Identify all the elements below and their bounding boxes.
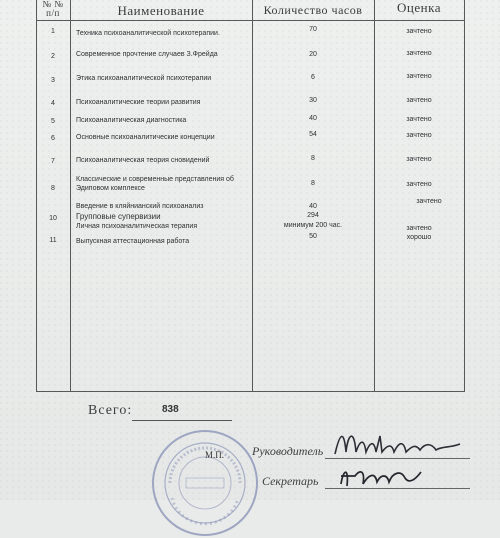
row-1-name: Техника психоаналитической психотерапии. <box>76 30 220 37</box>
row-9-grade: зачтено <box>416 198 442 205</box>
seal-stamp <box>150 428 260 538</box>
header-name: Наименование <box>117 3 205 18</box>
row-8-name-line2: Эдиповом комплексе <box>76 185 145 192</box>
row-10-number: 10 <box>49 215 57 222</box>
row-3-hours: 6 <box>311 74 315 81</box>
row-11-hours: 50 <box>309 233 317 240</box>
row-7-number: 7 <box>51 158 55 165</box>
row-4-grade: зачтено <box>406 97 432 104</box>
row-11-name: Выпускная аттестационная работа <box>76 238 190 245</box>
row-10-grade: зачтено <box>406 225 432 232</box>
row-11-grade: хорошо <box>406 234 432 241</box>
seal-label: М.П. <box>205 450 225 460</box>
row-6-hours: 54 <box>309 131 317 138</box>
row-3-grade: зачтено <box>406 73 432 80</box>
row-9-hours: 40 <box>309 203 317 210</box>
header-grade: Оценка <box>397 0 441 15</box>
row-8-name-line1: Классические и современные представления об <box>76 176 234 183</box>
row-5-hours: 40 <box>309 115 317 122</box>
header-bottom-line <box>36 20 465 21</box>
row-2-name: Современное прочтение случаев З.Фрейда <box>76 51 218 58</box>
row-2-grade: зачтено <box>406 50 432 57</box>
header-number-line1: № № <box>42 0 64 9</box>
row-7-hours: 8 <box>311 155 315 162</box>
row-4-hours: 30 <box>309 97 317 104</box>
row-11-number: 11 <box>49 237 57 244</box>
row-1-hours: 70 <box>309 26 317 33</box>
row-10-hours-note: минимум 200 час. <box>283 222 343 229</box>
header-hours: Количество часов <box>263 3 363 17</box>
row-1-grade: зачтено <box>406 28 432 35</box>
row-3-number: 3 <box>51 77 55 84</box>
total-underline <box>132 420 232 421</box>
header-number <box>36 0 70 18</box>
secretary-label: Секретарь <box>262 474 319 488</box>
row-7-name: Психоаналитическая теория сновидений <box>76 157 210 164</box>
row-6-grade: зачтено <box>406 132 432 139</box>
table-border-right <box>464 0 465 392</box>
row-8-grade: зачтено <box>406 181 432 188</box>
row-2-hours: 20 <box>309 51 317 58</box>
row-8-number: 8 <box>51 185 55 192</box>
table-divider-hours <box>374 0 375 392</box>
row-6-name: Основные психоаналитические концепции <box>76 134 215 141</box>
row-3-name: Этика психоаналитической психотерапии <box>76 75 212 82</box>
table-bottom-line <box>36 391 465 392</box>
row-5-name: Психоаналитическая диагностика <box>76 117 187 124</box>
row-5-number: 5 <box>51 118 55 125</box>
total-label: Всего: <box>88 403 133 418</box>
row-10-name-line2: Личная психоаналитическая терапия <box>76 223 198 230</box>
row-10-hours: 294 <box>307 212 319 219</box>
row-8-hours: 8 <box>311 180 315 187</box>
secretary-signature <box>335 460 425 494</box>
row-4-name: Психоаналитические теории развития <box>76 99 201 106</box>
row-4-number: 4 <box>51 100 55 107</box>
row-1-number: 1 <box>51 28 55 35</box>
director-label: Руководитель <box>252 444 324 458</box>
row-10-name-line1: Групповые супервизии <box>76 212 161 221</box>
row-2-number: 2 <box>51 53 55 60</box>
row-7-grade: зачтено <box>406 156 432 163</box>
row-9-name: Введение в кляйнианский психоанализ <box>76 203 204 210</box>
row-6-number: 6 <box>51 135 55 142</box>
director-signature <box>330 422 470 462</box>
table-divider-num <box>70 0 71 392</box>
row-5-grade: зачтено <box>406 116 432 123</box>
header-number-line2: п/п <box>46 8 60 18</box>
total-hours: 838 <box>162 404 179 415</box>
